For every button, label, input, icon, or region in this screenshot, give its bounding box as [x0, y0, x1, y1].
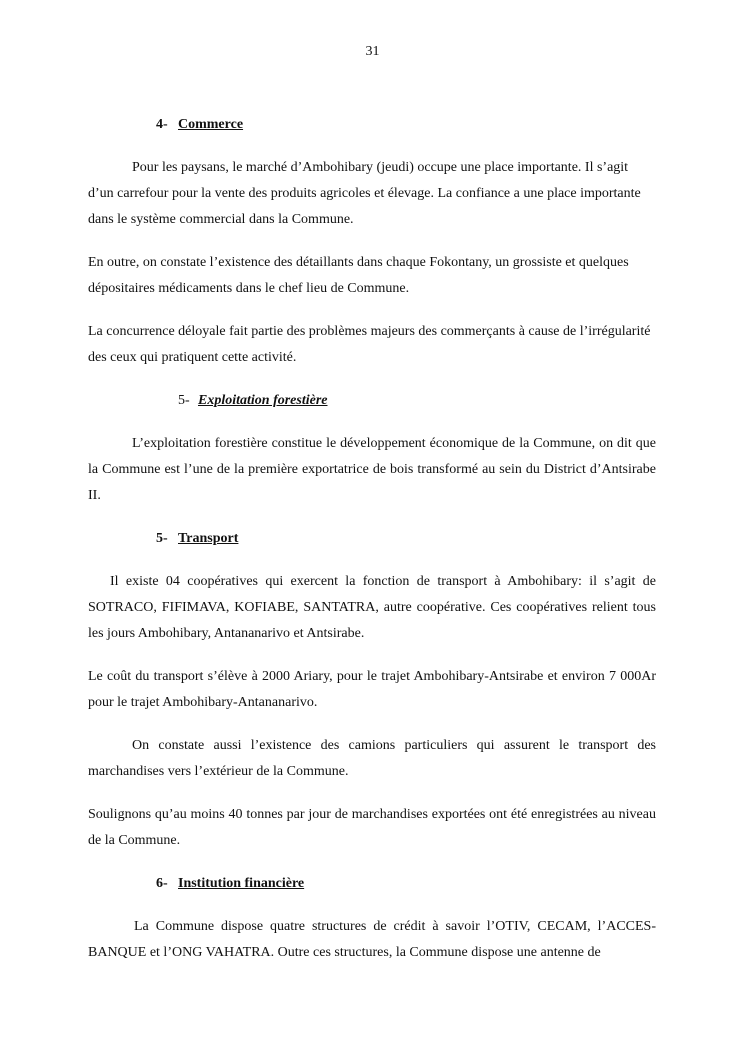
- paragraph: Il existe 04 coopératives qui exercent la fonction de transport à Ambohibary: il s’agit de SOTRACO, FIFIMAVA, KOFIABE, SANTATRA, autre coopérative. Ces coopératives relient tous les jours Ambohibary, Antananarivo et Antsirabe.: [88, 574, 656, 641]
- section-title: Transport: [178, 531, 239, 546]
- section-heading-transport: [156, 526, 656, 552]
- paragraph: Le coût du transport s’élève à 2000 Ariary, pour le trajet Ambohibary-Antsirabe et environ 7 000Ar pour le trajet Ambohibary-Antananarivo.: [88, 669, 656, 710]
- section-heading-institution-financiere: [156, 871, 656, 897]
- section-number: 4-: [156, 117, 168, 132]
- paragraph: La Commune dispose quatre structures de crédit à savoir l’OTIV, CECAM, l’ACCES-BANQUE et l’ONG VAHATRA. Outre ces structures, la Commune dispose une antenne de: [88, 919, 656, 960]
- section-number: 5-: [156, 531, 168, 546]
- paragraph: Soulignons qu’au moins 40 tonnes par jour de marchandises exportées ont été enregistrées au niveau de la Commune.: [88, 807, 656, 848]
- paragraph: Pour les paysans, le marché d’Ambohibary (jeudi) occupe une place importante. Il s’agit d’un carrefour pour la vente des produits agricoles et élevage. La confiance a une place importante dans le système commercial dans la Commune.: [88, 160, 641, 227]
- paragraph: En outre, on constate l’existence des détaillants dans chaque Fokontany, un grossiste et quelques dépositaires médicaments dans le chef lieu de Commune.: [88, 255, 629, 296]
- section-heading-commerce: [156, 112, 656, 138]
- section-title: Institution financière: [178, 876, 305, 891]
- document-body: [88, 112, 656, 983]
- section-title: Commerce: [178, 117, 244, 132]
- paragraph: L’exploitation forestière constitue le développement économique de la Commune, on dit que la Commune est l’une de la première exportatrice de bois transformé au sein du District d’Antsirabe II.: [88, 436, 656, 503]
- section-title: Exploitation forestière: [198, 393, 328, 408]
- paragraph: On constate aussi l’existence des camions particuliers qui assurent le transport des marchandises vers l’extérieur de la Commune.: [88, 738, 656, 779]
- section-number: 5-: [178, 393, 190, 408]
- section-heading-exploitation-forestiere: [178, 388, 656, 414]
- page-number: 31: [365, 44, 380, 59]
- paragraph: La concurrence déloyale fait partie des problèmes majeurs des commerçants à cause de l’irrégularité des ceux qui pratiquent cette activité.: [88, 324, 651, 365]
- section-number: 6-: [156, 876, 168, 891]
